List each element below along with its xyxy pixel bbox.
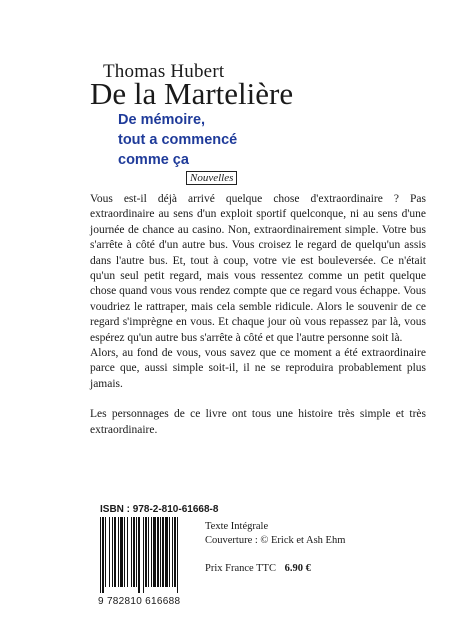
- barcode-bar: [169, 517, 170, 587]
- barcode-bar: [177, 517, 178, 593]
- barcode-bar: [102, 517, 104, 593]
- book-title-line-2: tout a commencé: [118, 132, 238, 148]
- cover-credit: Couverture : © Erick et Ash Ehm: [205, 535, 346, 546]
- barcode-bar: [143, 517, 144, 593]
- barcode-bar: [174, 517, 176, 587]
- blurb-paragraph-1: Vous est-il déjà arrivé quelque chose d'extraordinaire ? Pas extraordinaire au sens d'un exploit sportif quelconque, ni au sens d'une journée de chance au casino. Non, extraordinairement simple. Votre bus s'arrête à côté d'un autre bus. Vous croisez le regard de quelqu'un assis dans l'autre bus. Et, tout à coup, votre vie est bouleversée. Ce n'était qu'un seul petit regard, mais vous ressentez comme un petit quelque chose quand vous vous rendez compte que ce regard vous échappe. Vous voudriez le rattraper, mais cela semble ridicule. Alors le souvenir de ce regard s'imprègne en vous. Et chaque jour où vous repassez par là, vous espérez qu'un autre bus s'arrête à côté et que l'autre personne soit là.: [90, 193, 426, 344]
- barcode-image: [98, 517, 190, 593]
- barcode-bar: [131, 517, 132, 587]
- barcode-bar: [112, 517, 113, 587]
- book-title-line-1: De mémoire,: [118, 112, 206, 128]
- barcode-bar: [148, 517, 149, 587]
- barcode-bar: [109, 517, 110, 587]
- barcode-bar: [160, 517, 161, 587]
- barcode-bar: [136, 517, 137, 587]
- price-line: [205, 563, 311, 574]
- book-title: [118, 110, 237, 170]
- barcode-bar: [114, 517, 116, 587]
- barcode-digits: 9 782810 616688: [98, 596, 181, 607]
- edition-text: Texte Intégrale: [205, 521, 269, 532]
- barcode-bar: [145, 517, 147, 587]
- book-title-line-3: comme ça: [118, 152, 189, 168]
- author-last-name: De la Martelière: [90, 76, 294, 111]
- barcode-bar: [157, 517, 159, 587]
- barcode-bar: [153, 517, 156, 587]
- price-value: 6.90 €: [284, 563, 311, 574]
- barcode-bar: [162, 517, 164, 587]
- author-first-name: Thomas Hubert: [103, 61, 225, 82]
- barcode-bar: [120, 517, 123, 587]
- barcode-bar: [172, 517, 173, 587]
- price-label: Prix France TTC: [205, 563, 276, 574]
- barcode-bar: [165, 517, 168, 587]
- barcode-bar: [118, 517, 119, 587]
- barcode-bar: [100, 517, 101, 593]
- blurb: [90, 192, 426, 438]
- blurb-paragraph-2: Alors, au fond de vous, vous savez que ce moment a été extraordinaire parce que, aussi simple soit-il, il ne se reproduira probablement plus jamais.: [90, 347, 426, 390]
- barcode-bar: [127, 517, 128, 587]
- barcode-bar: [151, 517, 152, 587]
- edition-info: [205, 520, 345, 548]
- barcode-bar: [124, 517, 125, 587]
- genre-label: Nouvelles: [186, 171, 237, 185]
- barcode-bar: [138, 517, 140, 593]
- barcode-bar: [105, 517, 106, 587]
- blurb-paragraph-3: Les personnages de ce livre ont tous une histoire très simple et très extraordinaire.: [90, 408, 426, 436]
- barcode-bar: [133, 517, 135, 587]
- isbn-label: ISBN : 978-2-810-61668-8: [100, 504, 219, 515]
